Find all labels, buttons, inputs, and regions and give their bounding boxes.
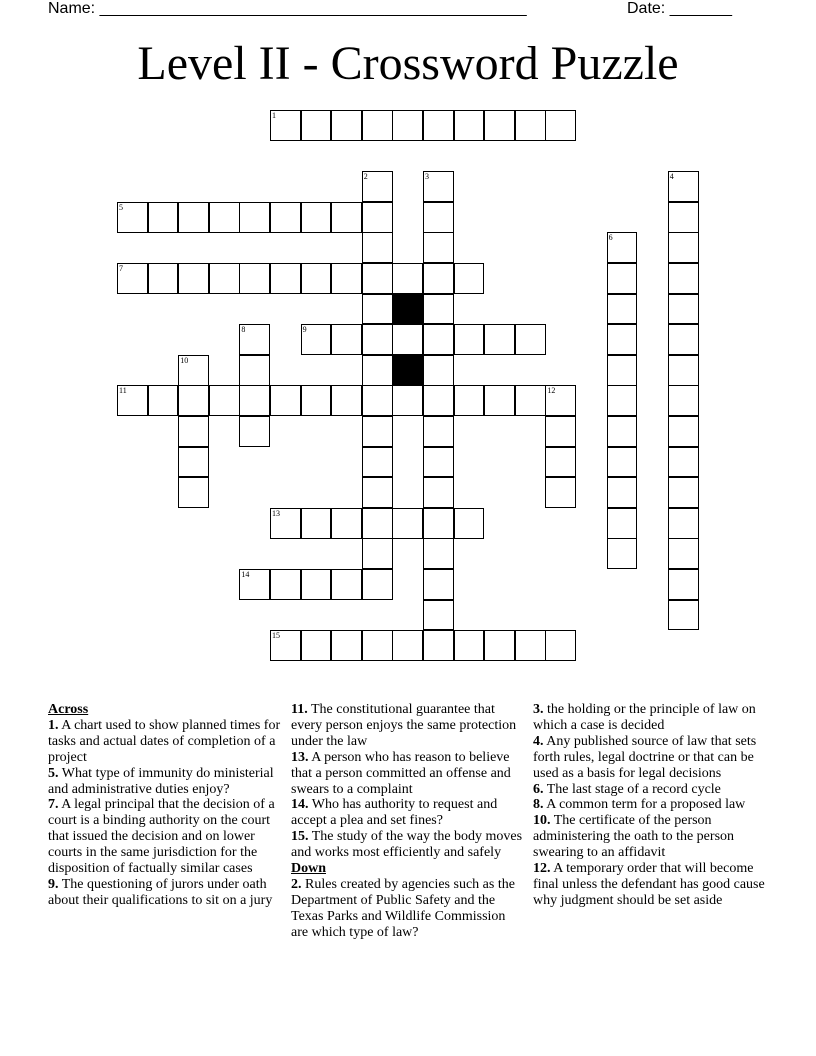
grid-cell[interactable] <box>484 385 515 416</box>
cell-number: 4 <box>669 172 674 182</box>
grid-cell[interactable] <box>484 630 515 661</box>
clue-across-9: 9. The questioning of jurors under oath about their qualifications to sit on a jury <box>48 876 273 908</box>
cell-number: 14 <box>241 570 250 579</box>
grid-cell[interactable] <box>301 324 332 355</box>
grid-cell[interactable] <box>423 508 454 539</box>
grid-cell[interactable] <box>668 202 699 233</box>
grid-cell[interactable] <box>331 630 362 661</box>
grid-cell[interactable] <box>362 232 393 263</box>
grid-cell[interactable] <box>148 202 179 233</box>
grid-cell[interactable] <box>607 324 638 355</box>
grid-cell[interactable] <box>607 294 638 325</box>
grid-cell[interactable] <box>117 202 148 233</box>
grid-cell[interactable] <box>454 385 485 416</box>
across-heading: Across <box>48 702 89 717</box>
clue-down-2: 2. Rules created by agencies such as the Department of Public Safety and the Texas Parks and Wildlife Commission are which type of law? <box>291 876 515 940</box>
grid-cell[interactable] <box>362 202 393 233</box>
clues-column-3 <box>533 702 769 909</box>
grid-cell[interactable] <box>668 508 699 539</box>
grid-cell[interactable] <box>668 232 699 263</box>
grid-cell[interactable] <box>178 355 209 386</box>
grid-cell[interactable] <box>423 110 454 141</box>
clue-down-3: 3. the holding or the principle of law on which a case is decided <box>533 702 756 733</box>
cell-number: 5 <box>119 202 123 212</box>
clue-across-11: 11. The constitutional guarantee that every person enjoys the same protection under the law <box>291 702 517 749</box>
down-heading: Down <box>291 861 327 877</box>
grid-cell[interactable] <box>545 385 576 416</box>
grid-cell[interactable] <box>209 385 240 416</box>
grid-cell[interactable] <box>423 416 454 447</box>
grid-cell[interactable] <box>270 110 301 141</box>
grid-cell[interactable] <box>545 110 576 141</box>
grid-cell[interactable] <box>392 324 423 355</box>
cell-number: 9 <box>302 325 307 335</box>
grid-cell[interactable] <box>454 263 485 294</box>
grid-cell[interactable] <box>178 385 209 416</box>
grid-cell[interactable] <box>301 630 332 661</box>
grid-cell[interactable] <box>515 324 546 355</box>
clue-down-8: 8. A common term for a proposed law <box>533 797 746 813</box>
grid-cell[interactable] <box>515 630 546 661</box>
grid-cell[interactable] <box>362 630 393 661</box>
grid-cell[interactable] <box>392 110 423 141</box>
grid-cell[interactable] <box>392 385 423 416</box>
grid-cell[interactable] <box>301 385 332 416</box>
grid-cell[interactable] <box>607 447 638 478</box>
grid-cell[interactable] <box>117 263 148 294</box>
grid-cell[interactable] <box>362 416 393 447</box>
grid-cell[interactable] <box>362 324 393 355</box>
grid-cell[interactable] <box>668 538 699 569</box>
grid-cell[interactable] <box>607 538 638 569</box>
grid-cell[interactable] <box>117 385 148 416</box>
grid-cell[interactable] <box>301 110 332 141</box>
grid-cell[interactable] <box>362 263 393 294</box>
grid-block <box>392 294 423 325</box>
grid-cell[interactable] <box>454 324 485 355</box>
grid-cell[interactable] <box>301 202 332 233</box>
header <box>48 0 748 24</box>
grid-cell[interactable] <box>270 569 301 600</box>
grid-cell[interactable] <box>545 630 576 661</box>
grid-cell[interactable] <box>423 202 454 233</box>
clue-across-1: 1. A chart used to show planned times for tasks and actual dates of completion of a project <box>48 717 281 765</box>
grid-cell[interactable] <box>607 232 638 263</box>
grid-cell[interactable] <box>301 508 332 539</box>
grid-cell[interactable] <box>515 110 546 141</box>
grid-cell[interactable] <box>607 385 638 416</box>
grid-cell[interactable] <box>423 447 454 478</box>
grid-cell[interactable] <box>362 569 393 600</box>
grid-cell[interactable] <box>454 110 485 141</box>
grid-cell[interactable] <box>301 263 332 294</box>
cell-number: 3 <box>425 172 429 182</box>
grid-cell[interactable] <box>331 110 362 141</box>
grid-cell[interactable] <box>270 202 301 233</box>
clue-across-7: 7. A legal principal that the decision of a court is a binding authority on the court that issued the decision and on lower courts in the same jurisdiction for the disposition of factually similar cases <box>48 797 275 877</box>
grid-cell[interactable] <box>423 324 454 355</box>
grid-cell[interactable] <box>362 355 393 386</box>
grid-cell[interactable] <box>392 263 423 294</box>
grid-cell[interactable] <box>239 416 270 447</box>
grid-cell[interactable] <box>607 477 638 508</box>
grid-cell[interactable] <box>362 477 393 508</box>
grid-cell[interactable] <box>423 294 454 325</box>
name-field-label[interactable]: Name: ________________________________________________ <box>48 0 527 17</box>
grid-cell[interactable] <box>423 263 454 294</box>
grid-cell[interactable] <box>423 538 454 569</box>
grid-cell[interactable] <box>423 600 454 631</box>
clue-down-10: 10. The certificate of the person administering the oath to the person swearing to an affidavit <box>533 813 735 861</box>
grid-cell[interactable] <box>209 202 240 233</box>
grid-cell[interactable] <box>668 355 699 386</box>
grid-cell[interactable] <box>668 171 699 202</box>
grid-cell[interactable] <box>545 416 576 447</box>
grid-cell[interactable] <box>270 385 301 416</box>
grid-cell[interactable] <box>362 171 393 202</box>
grid-cell[interactable] <box>178 202 209 233</box>
grid-cell[interactable] <box>239 569 270 600</box>
grid-cell[interactable] <box>423 171 454 202</box>
cell-number: 7 <box>119 264 123 273</box>
grid-cell[interactable] <box>362 110 393 141</box>
date-field-label[interactable]: Date: _______ <box>627 0 732 17</box>
clue-across-5: 5. What type of immunity do ministerial and administrative duties enjoy? <box>48 765 274 797</box>
grid-cell[interactable] <box>668 477 699 508</box>
grid-cell[interactable] <box>178 263 209 294</box>
grid-cell[interactable] <box>668 294 699 325</box>
cell-number: 11 <box>119 386 127 396</box>
grid-cell[interactable] <box>607 355 638 386</box>
grid-cell[interactable] <box>270 508 301 539</box>
grid-cell[interactable] <box>423 569 454 600</box>
grid-cell[interactable] <box>668 600 699 631</box>
clue-down-6: 6. The last stage of a record cycle <box>533 781 721 797</box>
grid-cell[interactable] <box>331 385 362 416</box>
grid-cell[interactable] <box>331 202 362 233</box>
cell-number: 2 <box>363 172 368 182</box>
clues-column-2 <box>291 702 523 941</box>
grid-cell[interactable] <box>239 202 270 233</box>
grid-cell[interactable] <box>270 263 301 294</box>
grid-cell[interactable] <box>607 416 638 447</box>
grid-cell[interactable] <box>545 447 576 478</box>
cell-number: 6 <box>608 233 613 243</box>
grid-cell[interactable] <box>362 447 393 478</box>
grid-cell[interactable] <box>301 569 332 600</box>
grid-cell[interactable] <box>607 508 638 539</box>
cell-number: 1 <box>272 111 276 120</box>
grid-cell[interactable] <box>178 477 209 508</box>
cell-number: 15 <box>272 631 280 641</box>
grid-cell[interactable] <box>423 630 454 661</box>
grid-cell[interactable] <box>331 263 362 294</box>
grid-cell[interactable] <box>362 385 393 416</box>
grid-cell[interactable] <box>668 447 699 478</box>
grid-cell[interactable] <box>423 477 454 508</box>
page-title: Level II - Crossword Puzzle <box>137 37 679 90</box>
grid-cell[interactable] <box>331 324 362 355</box>
grid-cell[interactable] <box>239 263 270 294</box>
grid-cell[interactable] <box>423 232 454 263</box>
grid-cell[interactable] <box>545 477 576 508</box>
clue-down-12: 12. A temporary order that will become final unless the defendant has good cause why judgment should be set aside <box>533 861 765 908</box>
grid-cell[interactable] <box>668 263 699 294</box>
clue-across-15: 15. The study of the way the body moves and works most efficiently and safely <box>291 829 523 861</box>
grid-cell[interactable] <box>239 385 270 416</box>
grid-cell[interactable] <box>331 569 362 600</box>
grid-cell[interactable] <box>454 630 485 661</box>
grid-cell[interactable] <box>392 630 423 661</box>
grid-cell[interactable] <box>668 569 699 600</box>
grid-cell[interactable] <box>668 416 699 447</box>
cell-number: 8 <box>241 325 246 335</box>
grid-cell[interactable] <box>423 385 454 416</box>
grid-cell[interactable] <box>209 263 240 294</box>
grid-cell[interactable] <box>484 324 515 355</box>
grid-cell[interactable] <box>484 110 515 141</box>
clue-down-4: 4. Any published source of law that sets forth rules, legal doctrine or that can be used as a basis for legal decisions <box>533 733 757 781</box>
grid-cell[interactable] <box>668 324 699 355</box>
clue-across-14: 14. Who has authority to request and accept a plea and set fines? <box>291 797 498 829</box>
grid-cell[interactable] <box>668 385 699 416</box>
cell-number: 13 <box>272 508 280 518</box>
cell-number: 10 <box>180 355 189 365</box>
clue-across-13: 13. A person who has reason to believe that a person committed an offense and swears to a complaint <box>291 749 511 797</box>
grid-cell[interactable] <box>331 508 362 539</box>
grid-cell[interactable] <box>362 538 393 569</box>
grid-cell[interactable] <box>239 324 270 355</box>
grid-cell[interactable] <box>362 294 393 325</box>
grid-cell[interactable] <box>454 508 485 539</box>
grid-cell[interactable] <box>423 355 454 386</box>
grid-cell[interactable] <box>392 508 423 539</box>
grid-cell[interactable] <box>515 385 546 416</box>
grid-cell[interactable] <box>270 630 301 661</box>
grid-cell[interactable] <box>239 355 270 386</box>
grid-cell[interactable] <box>148 385 179 416</box>
grid-cell[interactable] <box>362 508 393 539</box>
clues-column-1 <box>48 702 282 909</box>
grid-cell[interactable] <box>178 447 209 478</box>
grid-block <box>392 355 423 386</box>
grid-cell[interactable] <box>607 263 638 294</box>
cell-number: 12 <box>547 386 556 396</box>
grid-cell[interactable] <box>178 416 209 447</box>
grid-cell[interactable] <box>148 263 179 294</box>
